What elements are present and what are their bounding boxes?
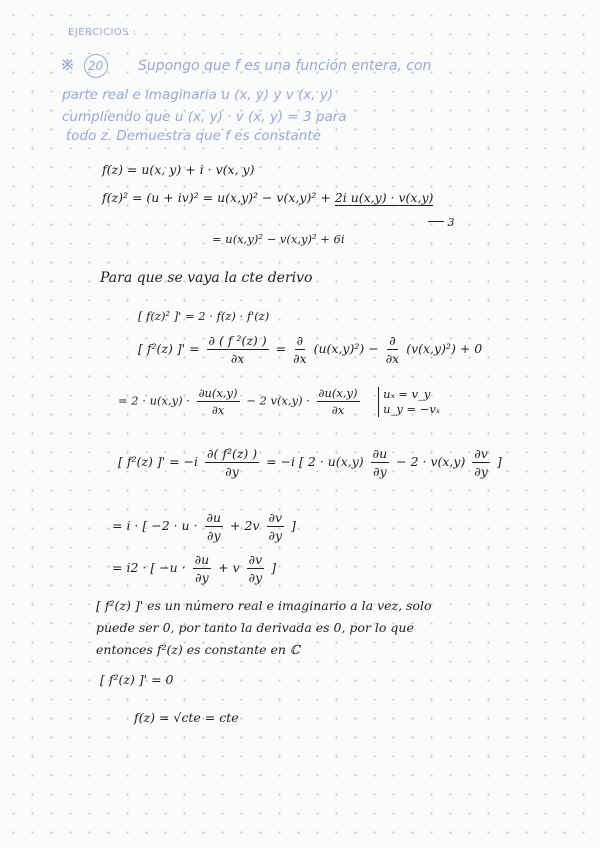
eq8-f2-den: ∂y bbox=[268, 528, 283, 543]
exercise-header bbox=[60, 54, 431, 78]
eq2-underlined: 2i u(x,y) · v(x,y) bbox=[334, 190, 434, 205]
equation-dx-expanded bbox=[118, 386, 440, 417]
eq5-d1 bbox=[293, 333, 307, 366]
eq8-f1-num: ∂u bbox=[206, 510, 222, 525]
eq5-end: (v(x,y)²) + 0 bbox=[406, 341, 483, 356]
paragraph-derive: Para que se vaya la cte derivo bbox=[100, 270, 313, 286]
eq5-d2-num: ∂ bbox=[389, 333, 396, 348]
eq5-frac-den: ∂x bbox=[230, 351, 245, 366]
equation-dy bbox=[118, 446, 502, 479]
eq8-end: ] bbox=[291, 518, 296, 533]
eq5-d2-den: ∂x bbox=[385, 351, 400, 366]
eq7-mid: = −i [ 2 · u(x,y) bbox=[266, 454, 364, 469]
eq9-f1 bbox=[193, 552, 212, 585]
brace-value bbox=[428, 216, 455, 229]
statement-line-1: Supongo que f es una función entera, con bbox=[138, 58, 432, 74]
eq8-mid: + 2v bbox=[230, 518, 260, 533]
eq7-f2-den: ∂y bbox=[373, 464, 387, 479]
statement-line-4: todo z. Demuestra que f es constante bbox=[66, 128, 321, 144]
eq6-f2-num: ∂u(x,y) bbox=[318, 386, 358, 400]
equation-dy-step1 bbox=[112, 510, 296, 543]
eq9-f2 bbox=[247, 552, 265, 585]
equation-expanded: = u(x,y)² − v(x,y)² + 6i bbox=[212, 232, 345, 246]
eq5-mid: (u(x,y)²) − bbox=[313, 341, 379, 356]
eq6-f1-den: ∂x bbox=[211, 403, 225, 417]
eq7-f1 bbox=[205, 446, 259, 479]
eq5-d2 bbox=[386, 333, 400, 366]
statement-line-2: parte real e imaginaria u (x, y) y v (x, y) bbox=[62, 87, 334, 103]
eq2-left: f(z)² = (u + iv)² = u(x,y)² − v(x,y)² + bbox=[102, 190, 335, 205]
eq6-f2-den: ∂x bbox=[331, 403, 345, 417]
eq6-mid: − 2 v(x,y) · bbox=[246, 393, 310, 408]
eq9-left: = i2 · [ −u · bbox=[112, 560, 186, 575]
eq8-f1-den: ∂y bbox=[207, 528, 221, 543]
eq9-mid: + v bbox=[218, 560, 240, 575]
eq9-f2-num: ∂v bbox=[248, 552, 263, 567]
equation-final: f(z) = √cte = cte bbox=[134, 710, 239, 725]
eq7-f3-den: ∂y bbox=[474, 464, 488, 479]
statement-line-3: cumpliendo que u (x, y) · v (x, y) = 3 para bbox=[62, 109, 347, 125]
equation-fz-squared bbox=[102, 190, 433, 205]
star-mark: ※ bbox=[60, 54, 76, 75]
cr-eq-1: uₓ = v_y bbox=[383, 386, 431, 401]
exercise-number: 20 bbox=[84, 54, 108, 78]
eq8-f1 bbox=[205, 510, 224, 543]
eq7-f1-den: ∂y bbox=[225, 464, 239, 479]
eq5-frac bbox=[207, 333, 269, 366]
eq6-f1 bbox=[197, 386, 240, 417]
eq5-left: [ f²(z) ]' = bbox=[138, 341, 200, 356]
eq7-f3-num: ∂v bbox=[474, 446, 488, 461]
eq9-f1-num: ∂u bbox=[194, 552, 210, 567]
brace-value-text: 3 bbox=[447, 216, 455, 229]
eq9-end: ] bbox=[271, 560, 277, 575]
eq9-f2-den: ∂y bbox=[248, 570, 263, 585]
eq7-f2 bbox=[371, 446, 390, 479]
eq8-left: = i · [ −2 · u · bbox=[112, 518, 198, 533]
eq7-mid2: − 2 · v(x,y) bbox=[396, 454, 466, 469]
eq8-f2-num: ∂v bbox=[268, 510, 283, 525]
equation-dy-step2 bbox=[112, 552, 276, 585]
eq6-left: = 2 · u(x,y) · bbox=[118, 393, 190, 408]
equation-fz: f(z) = u(x, y) + i · v(x, y) bbox=[102, 162, 255, 177]
eq7-f3 bbox=[472, 446, 490, 479]
conclusion-line-1: [ f²(z) ]' es un número real e imaginario a la vez, solo bbox=[96, 598, 432, 613]
eq7-f2-num: ∂u bbox=[372, 446, 388, 461]
equation-chain-rule: [ f(z)² ]' = 2 · f(z) · f'(z) bbox=[138, 309, 270, 323]
cauchy-riemann-system bbox=[378, 386, 440, 416]
eq8-f2 bbox=[267, 510, 285, 543]
eq9-f1-den: ∂y bbox=[195, 570, 209, 585]
eq5-eq: = bbox=[275, 341, 287, 356]
eq7-left: [ f²(z) ]' = −i bbox=[118, 454, 199, 469]
eq5-frac-num: ∂ ( f ²(z) ) bbox=[208, 333, 267, 348]
eq5-d1-num: ∂ bbox=[296, 333, 304, 348]
conclusion-line-3: entonces f²(z) es constante en ℂ bbox=[96, 642, 300, 657]
equation-dx bbox=[138, 333, 482, 366]
equation-derivative-zero: [ f²(z) ]' = 0 bbox=[100, 672, 174, 687]
eq7-end: ] bbox=[496, 454, 502, 469]
conclusion-line-2: puede ser 0, por tanto la derivada es 0, por lo que bbox=[96, 620, 414, 635]
eq6-f1-num: ∂u(x,y) bbox=[198, 386, 238, 400]
page-title: EJERCICIOS : bbox=[68, 27, 137, 38]
eq6-f2 bbox=[317, 386, 360, 417]
cr-eq-2: u_y = −vₓ bbox=[383, 401, 440, 416]
eq7-f1-num: ∂( f²(z) ) bbox=[207, 446, 258, 461]
eq5-d1-den: ∂x bbox=[293, 351, 307, 366]
